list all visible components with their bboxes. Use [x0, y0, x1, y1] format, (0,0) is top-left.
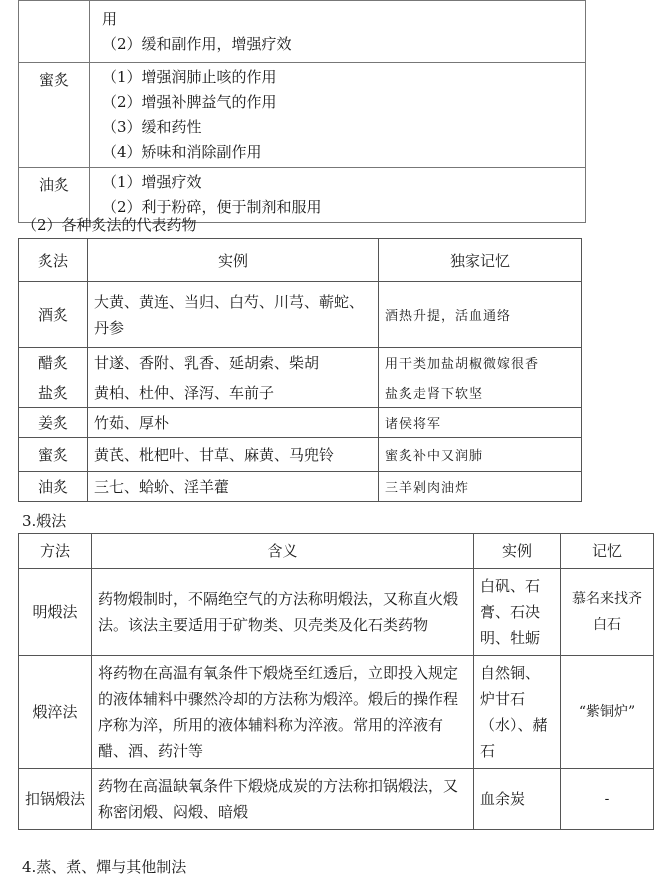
- effects-cell: [90, 63, 586, 168]
- memory-cell: -: [561, 769, 654, 830]
- column-header: 实例: [88, 239, 379, 282]
- header-row: [19, 534, 654, 569]
- column-header: 含义: [92, 534, 474, 569]
- examples-cell: 甘遂、香附、乳香、延胡索、柴胡: [88, 348, 379, 378]
- meaning-cell: 将药物在高温有氧条件下煅烧至红透后，立即投入规定的液体辅料中骤然冷却的方法称为煅淬。煅后的操作程序称为淬，所用的液体辅料称为淬液。常用的淬液有醋、酒、药汁等: [92, 656, 474, 769]
- examples-cell: 三七、蛤蚧、淫羊藿: [88, 472, 379, 502]
- examples-cell: 血余炭: [474, 769, 561, 830]
- effect-line: （3）缓和药性: [102, 118, 202, 136]
- table-row: [19, 769, 654, 830]
- effect-line: （1）增强疗效: [102, 173, 202, 191]
- section-heading-representative-drugs: （2）各种炙法的代表药物: [22, 216, 197, 234]
- memory-cell: “紫铜炉”: [561, 656, 654, 769]
- method-cell: 明煅法: [19, 569, 92, 656]
- calcining-table: [18, 533, 654, 830]
- method-cell: 醋炙: [19, 348, 88, 378]
- method-cell: 蜜炙: [19, 438, 88, 472]
- examples-cell: 黄芪、枇杷叶、甘草、麻黄、马兜铃: [88, 438, 379, 472]
- method-cell: 扣锅煅法: [19, 769, 92, 830]
- column-header: 记忆: [561, 534, 654, 569]
- effect-line: （2）缓和副作用，增强疗效: [102, 34, 292, 53]
- effect-line: （4）矫味和消除副作用: [102, 143, 262, 161]
- meaning-cell: 药物在高温缺氧条件下煅烧成炭的方法称扣锅煅法，又称密闭煅、闷煅、暗煅: [92, 769, 474, 830]
- table-row: [19, 656, 654, 769]
- table-row: [19, 569, 654, 656]
- method-cell: 盐炙: [19, 378, 88, 408]
- memory-cell: 用干类加盐胡椒微嫁很香: [379, 348, 582, 378]
- meaning-cell: 药物煅制时，不隔绝空气的方法称明煅法，又称直火煅法。该法主要适用于矿物类、贝壳类及化石类药物: [92, 569, 474, 656]
- memory-cell: 诸侯将军: [379, 408, 582, 438]
- table-row: [19, 472, 582, 502]
- memory-cell: 盐炙走肾下软坚: [379, 378, 582, 408]
- memory-cell: 三羊剁肉油炸: [379, 472, 582, 502]
- examples-cell: 大黄、黄连、当归、白芍、川芎、蕲蛇、丹参: [88, 282, 379, 348]
- method-cell: 油炙: [19, 168, 90, 223]
- header-row: [19, 239, 582, 282]
- method-cell: 蜜炙: [19, 63, 90, 168]
- effect-line: 用: [102, 9, 118, 28]
- method-cell: 煅淬法: [19, 656, 92, 769]
- table-row: [19, 63, 586, 168]
- memory-cell: 蜜炙补中又润肺: [379, 438, 582, 472]
- column-header: 实例: [474, 534, 561, 569]
- method-cell: 酒炙: [19, 282, 88, 348]
- section-heading-calcining: 3.煅法: [22, 512, 67, 530]
- effect-line: （2）利于粉碎，便于制剂和服用: [102, 198, 322, 216]
- column-header: 独家记忆: [379, 239, 582, 282]
- table-row: [19, 438, 582, 472]
- column-header: 炙法: [19, 239, 88, 282]
- effects-cell: [90, 1, 586, 63]
- table-row: [19, 348, 582, 378]
- examples-cell: 竹茹、厚朴: [88, 408, 379, 438]
- examples-cell: 自然铜、炉甘石（水）、赭石: [474, 656, 561, 769]
- section-heading-steaming-boiling: 4.蒸、煮、燀与其他制法: [22, 858, 187, 876]
- representative-drugs-table: [18, 238, 582, 502]
- table-row: [19, 378, 582, 408]
- method-cell: 油炙: [19, 472, 88, 502]
- effect-line: （2）增强补脾益气的作用: [102, 93, 277, 111]
- examples-cell: 黄柏、杜仲、泽泻、车前子: [88, 378, 379, 408]
- method-cell: [19, 1, 90, 63]
- effect-line: （1）增强润肺止咳的作用: [102, 68, 277, 86]
- method-cell: 姜炙: [19, 408, 88, 438]
- examples-cell: 白矾、石膏、石决明、牡蛎: [474, 569, 561, 656]
- memory-cell: 慕名来找齐白石: [561, 569, 654, 656]
- top-continuation-table: [18, 0, 586, 223]
- table-row: [19, 1, 586, 63]
- column-header: 方法: [19, 534, 92, 569]
- table-row: [19, 282, 582, 348]
- memory-cell: 酒热升提，活血通络: [379, 282, 582, 348]
- table-row: [19, 408, 582, 438]
